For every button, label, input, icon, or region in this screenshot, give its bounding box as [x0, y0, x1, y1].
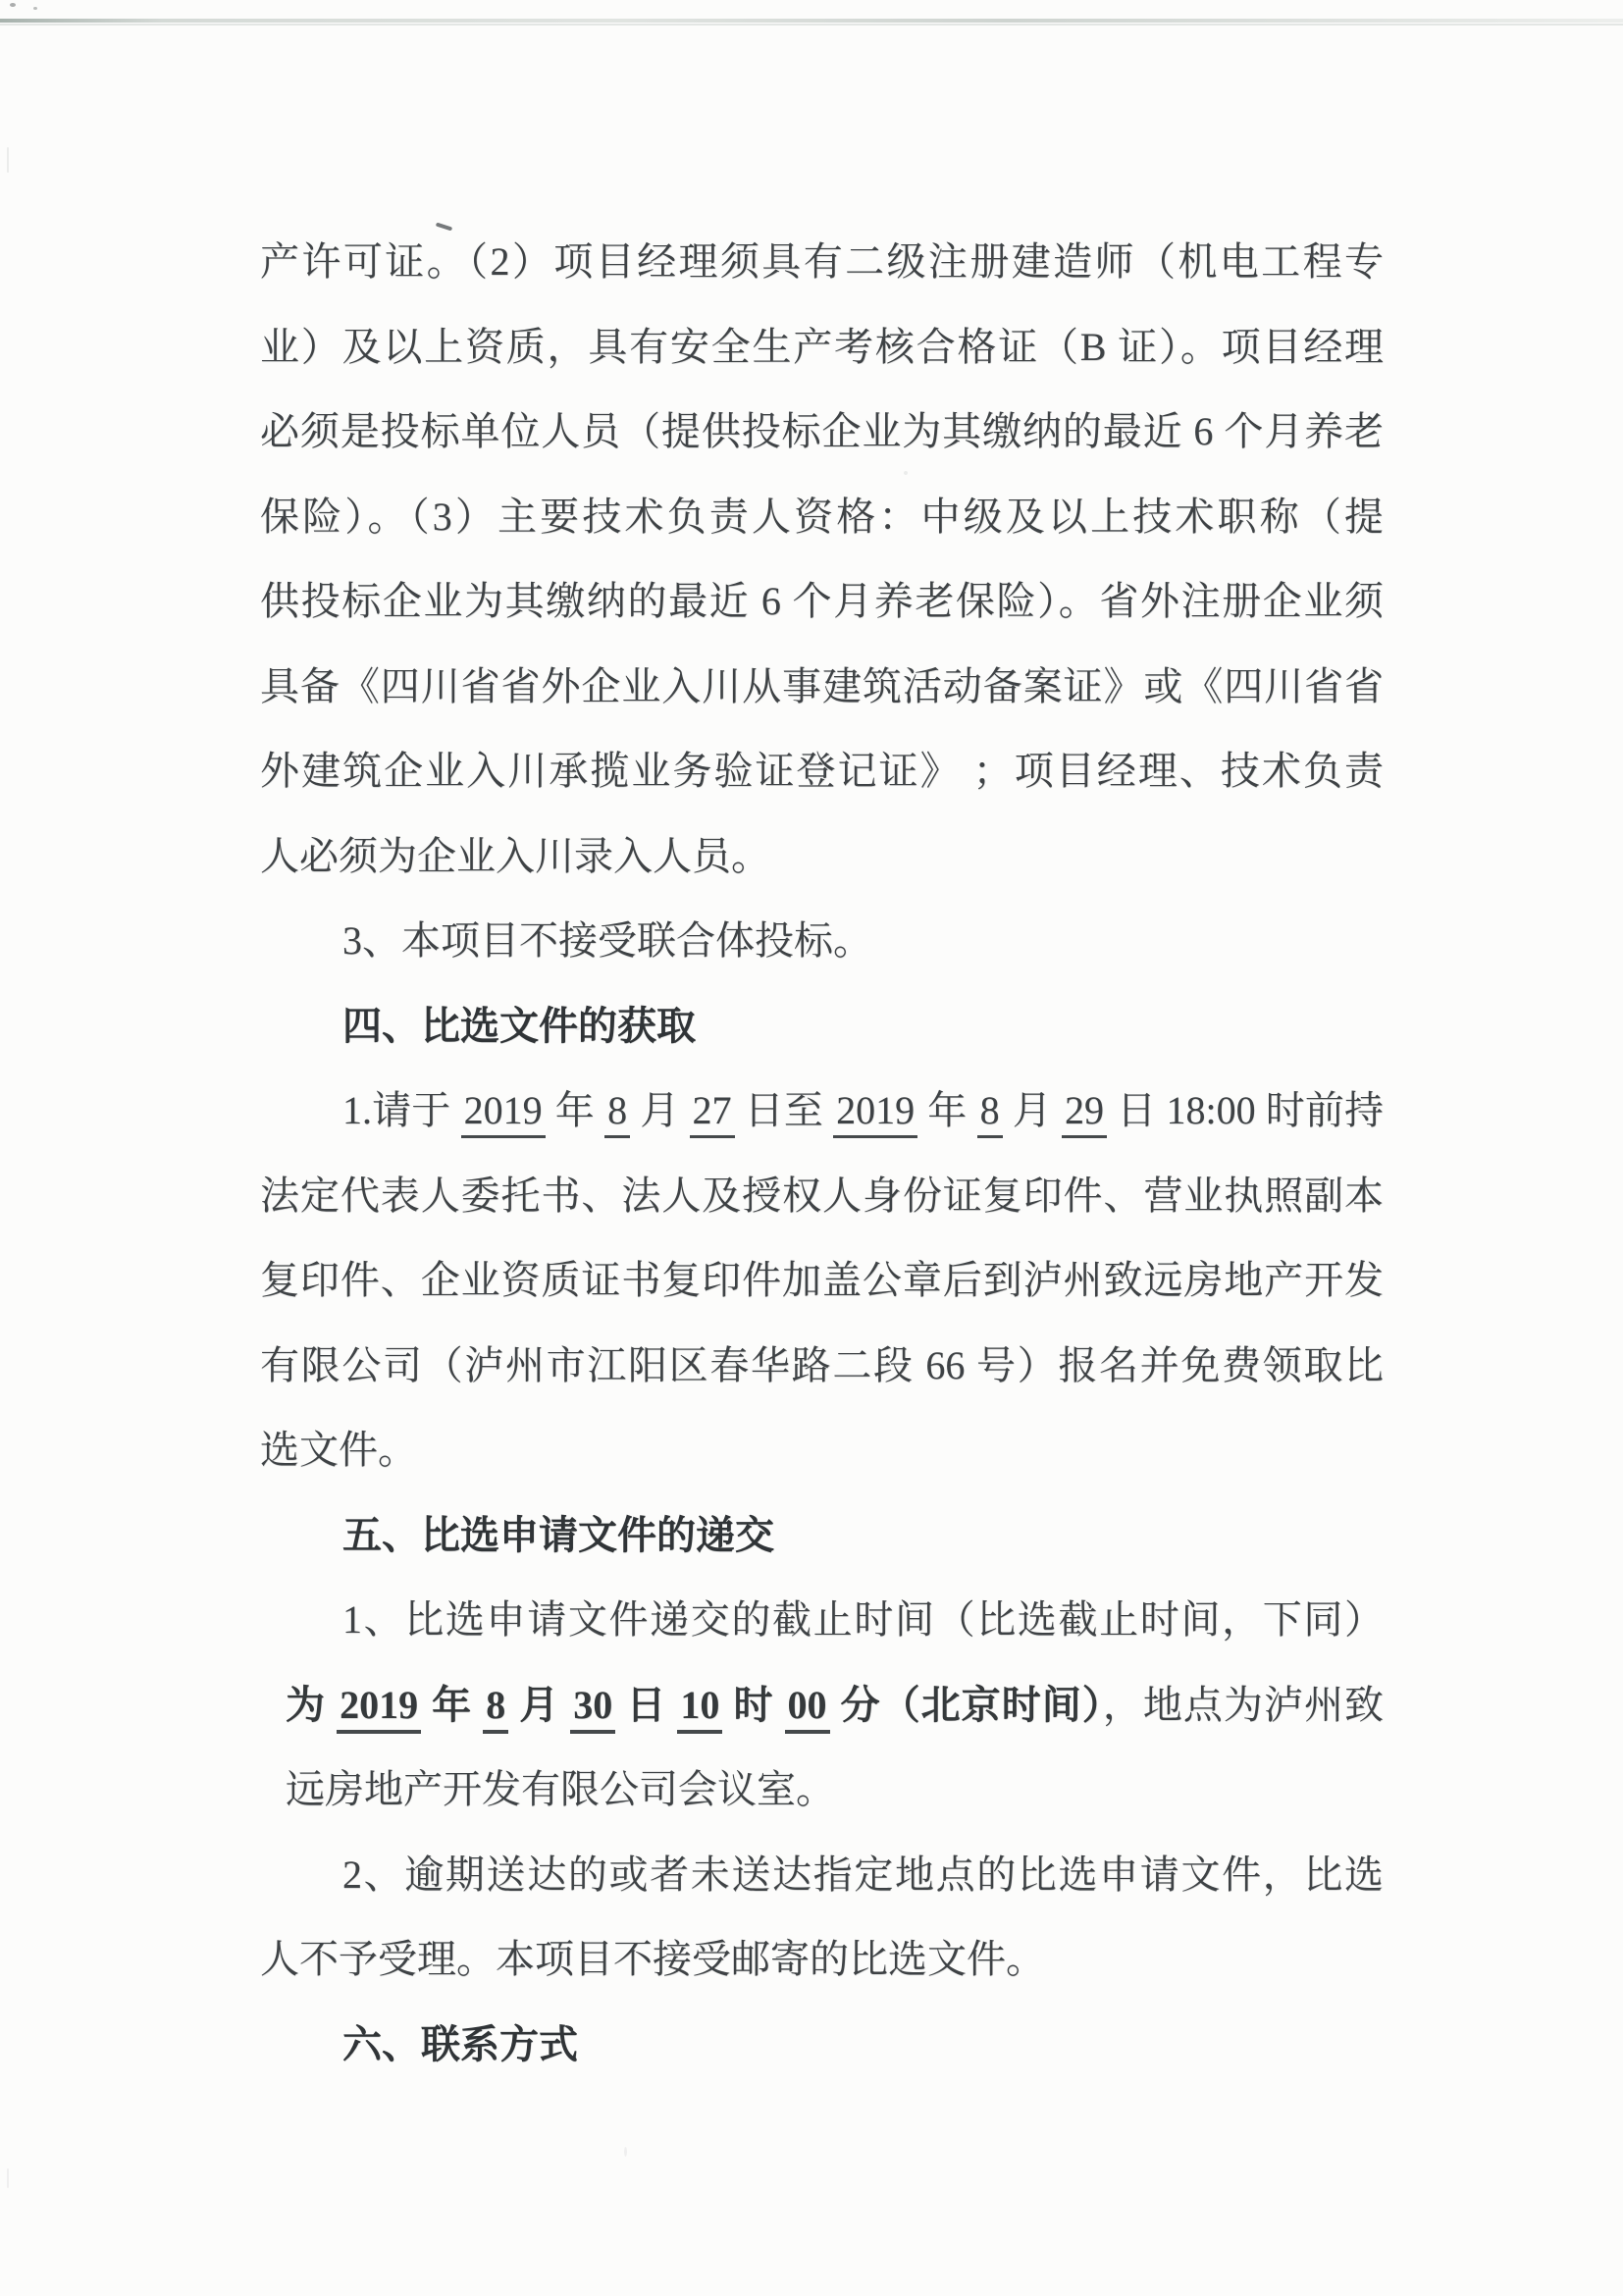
body-line [260, 1238, 1384, 1324]
text-run: 产许可证。（2）项目经理须具有二级注册建造师（机电工程专 [260, 239, 1384, 284]
body-line [260, 305, 1384, 391]
text-run: 1、比选申请文件递交的截止时间（比选截止时间，下同） [342, 1597, 1384, 1642]
scanner-edge-artifact [0, 19, 1623, 23]
text-run: 选文件。 [260, 1428, 417, 1472]
paragraph-item-2 [260, 1833, 1384, 1918]
text-run: 年 [421, 1682, 484, 1727]
body-line [260, 1917, 1384, 2003]
text-run: 日至 [734, 1088, 834, 1132]
body-line [260, 475, 1384, 560]
body-line [260, 1748, 1384, 1833]
text-run: 年 [545, 1088, 605, 1132]
text-run: 3、本项目不接受联合体投标。 [342, 918, 872, 963]
body-line [260, 729, 1384, 814]
underlined-field: 30 [570, 1683, 615, 1734]
underlined-field: 29 [1062, 1088, 1107, 1138]
scanner-edge-artifact [0, 24, 1623, 26]
text-run: 有限公司（泸州市江阳区春华路二段 66 号）报名并免费领取比 [260, 1342, 1384, 1387]
text-run: 日 [615, 1682, 678, 1727]
paragraph-item-3 [260, 899, 1384, 984]
scan-speck [10, 3, 16, 7]
text-run: 人必须为企业入川录入人员。 [260, 833, 770, 878]
body-line [260, 814, 1384, 900]
text-run: 复印件、企业资质证书复印件加盖公章后到泸州致远房地产开发 [260, 1258, 1384, 1302]
text-run: 1.请于 [342, 1088, 461, 1132]
body-line [260, 1408, 1384, 1493]
body-line [260, 220, 1384, 305]
body-line [260, 645, 1384, 730]
text-run: 供投标企业为其缴纳的最近 6 个月养老保险）。省外注册企业须 [260, 579, 1384, 623]
text-run: 为 [286, 1682, 338, 1727]
section-heading-5 [260, 1493, 1384, 1579]
underlined-field: 2019 [337, 1683, 421, 1734]
text-run: 六、联系方式 [342, 2022, 578, 2066]
underlined-field: 8 [604, 1088, 630, 1138]
text-run: 五、比选申请文件的递交 [342, 1513, 774, 1557]
text-run: 月 [630, 1088, 690, 1132]
text-run: 日 18:00 时前持 [1107, 1088, 1385, 1132]
text-run: 业）及以上资质，具有安全生产考核合格证（B 证）。项目经理 [260, 324, 1384, 369]
scan-speck [7, 147, 9, 173]
paragraph-date-range [260, 1069, 1384, 1154]
underlined-field: 8 [483, 1683, 508, 1734]
paragraph-deadline [260, 1663, 1384, 1748]
scan-speck [624, 2147, 627, 2157]
underlined-field: 10 [677, 1683, 722, 1734]
body-line [260, 390, 1384, 475]
body-line [260, 559, 1384, 645]
text-run: 外建筑企业入川承揽业务验证登记证》 ；项目经理、技术负责 [260, 749, 1384, 793]
text-run: 人不予受理。本项目不接受邮寄的比选文件。 [260, 1937, 1045, 1981]
body-line [260, 1154, 1384, 1239]
text-run: 月 [508, 1682, 571, 1727]
text-run: 具备《四川省省外企业入川从事建筑活动备案证》或《四川省省 [260, 663, 1384, 708]
section-heading-4 [260, 984, 1384, 1070]
scan-speck [7, 2168, 9, 2188]
text-run: 月 [1002, 1088, 1063, 1132]
scan-speck [33, 7, 37, 10]
underlined-field: 00 [785, 1683, 830, 1734]
text-run: 时 [722, 1682, 785, 1727]
text-run: 年 [917, 1088, 977, 1132]
text-run: 法定代表人委托书、法人及授权人身份证复印件、营业执照副本 [260, 1173, 1384, 1218]
text-run: 分（北京时间） [829, 1682, 1103, 1727]
text-run: 保险）。（3）主要技术负责人资格：中级及以上技术职称（提 [260, 494, 1384, 539]
document-body [260, 220, 1384, 2087]
paragraph-item-1 [260, 1578, 1384, 1663]
text-run: ，地点为泸州致 [1102, 1682, 1385, 1727]
underlined-field: 8 [977, 1088, 1003, 1138]
underlined-field: 2019 [461, 1088, 546, 1138]
body-line [260, 1324, 1384, 1409]
text-run: 远房地产开发有限公司会议室。 [286, 1767, 835, 1811]
text-run: 必须是投标单位人员（提供投标企业为其缴纳的最近 6 个月养老 [260, 409, 1384, 453]
text-run: 2、逾期送达的或者未送达指定地点的比选申请文件，比选 [342, 1852, 1384, 1897]
section-heading-6 [260, 2003, 1384, 2088]
underlined-field: 2019 [833, 1088, 917, 1138]
text-run: 四、比选文件的获取 [342, 1004, 696, 1048]
underlined-field: 27 [690, 1088, 735, 1138]
